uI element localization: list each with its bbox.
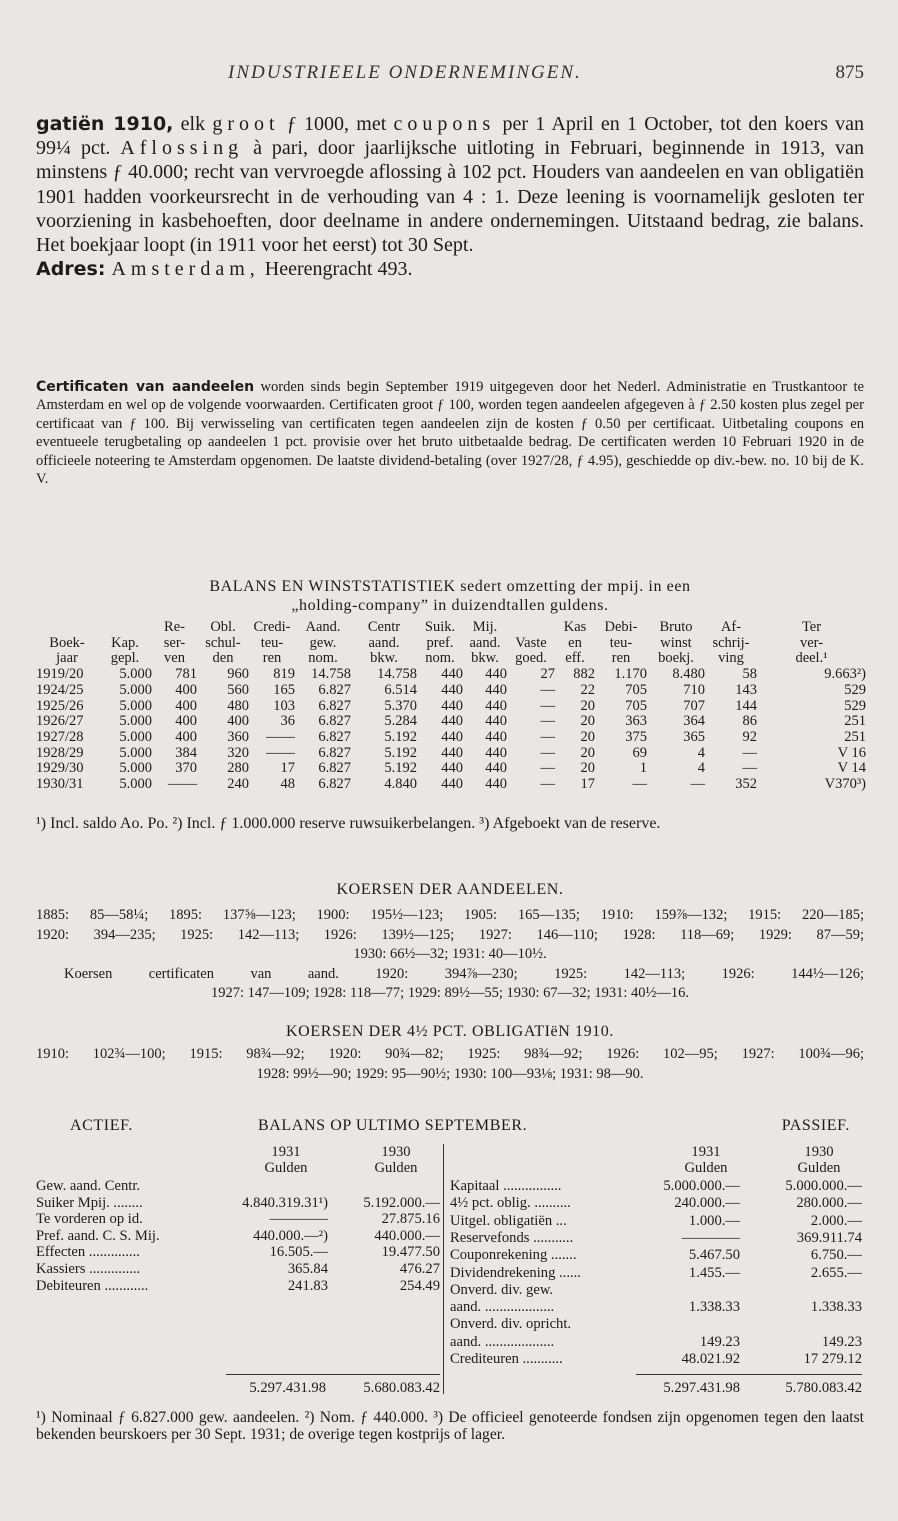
actief-value-1930 — [332, 1178, 440, 1195]
koersen-line: 1930: 66½—32; 1931: 40—10½. — [353, 946, 547, 963]
intro-spaced-groot: groot — [212, 113, 280, 135]
stats-cell: 14.758 — [377, 666, 417, 683]
winststatistiek-table — [36, 620, 866, 793]
koersen-aandeelen-title: KOERSEN DER AANDEELEN. — [336, 881, 564, 898]
stats-cell: — — [540, 681, 555, 698]
stats-header-cell: deel.¹ — [795, 650, 828, 667]
table-row — [36, 730, 866, 746]
stats-cell: 251 — [844, 728, 866, 745]
year-header: 1930 — [381, 1144, 411, 1160]
actief-value-1931: ———— — [269, 1211, 328, 1228]
passief-item-label: aand. ................... — [450, 1299, 555, 1316]
stats-header-cell — [507, 620, 555, 636]
passief-item-label: 4½ pct. oblig. .......... — [450, 1195, 571, 1212]
running-header — [36, 62, 864, 86]
stats-cell: 1928/29 — [36, 744, 84, 761]
stats-header-cell: boekj. — [658, 650, 694, 667]
intro-text: ƒ 1000, met — [279, 113, 394, 135]
stats-cell: 370 — [175, 760, 197, 777]
table-row — [36, 699, 866, 715]
passief-value-1931: ———— — [681, 1229, 740, 1246]
stats-cell: 364 — [683, 713, 705, 730]
running-title: INDUSTRIEELE ONDERNEMINGEN. — [228, 62, 582, 83]
actief-item-label: Gew. aand. Centr. — [36, 1178, 141, 1194]
intro-text: à pari, door jaarlijksche uitloting in Februari, beginnende in 1913, van minstens ƒ 40.000; recht van vervroegde aflossing à 102 pct. Houders van aandeelen en van obligatiën 1901 hadden voorkeursrecht in de verhouding van 4 : 1. Deze leening is voornamelijk gesloten ter voorziening in kasbehoeften, door deelname in andere ondernemingen. Uitstaand bedrag, zie balans. Het boekjaar loopt (in 1911 voor het eerst) tot 30 Sept. — [36, 137, 865, 257]
stats-cell: 20 — [580, 728, 595, 745]
stats-cell: 1926/27 — [36, 713, 84, 730]
stats-header-cell: bkw. — [370, 650, 398, 667]
stats-header-cell: eff. — [565, 650, 585, 667]
passief-label: PASSIEF. — [781, 1117, 850, 1134]
actief-value-1930: 254.49 — [399, 1277, 440, 1294]
stats-header-cell: en — [568, 634, 582, 651]
total-actief-1931: 5.297.431.98 — [249, 1380, 326, 1396]
passief-item-label: Uitgel. obligatiën ... — [450, 1212, 567, 1229]
unit-header: Gulden — [684, 1160, 728, 1176]
passief-value-1930: 1.338.33 — [810, 1299, 862, 1316]
actief-value-1931: 241.83 — [287, 1277, 328, 1294]
stats-cell: 4 — [697, 760, 705, 777]
stats-cell: 4 — [697, 744, 705, 761]
actief-value-1931: 440.000.—²) — [253, 1227, 328, 1244]
stats-cell: 144 — [735, 697, 757, 714]
stats-cell: 400 — [175, 713, 197, 730]
stats-cell: 5.000 — [119, 697, 152, 714]
passief-value-1930: 5.000.000.— — [785, 1178, 862, 1194]
stats-header-cell: ren — [611, 650, 631, 667]
stats-cell: 440 — [485, 666, 507, 683]
stats-cell: — — [632, 776, 647, 793]
stats-cell: 819 — [273, 666, 295, 683]
stats-cell: — — [540, 744, 555, 761]
table-row — [36, 746, 866, 762]
actief-value-1931: 365.84 — [287, 1261, 328, 1277]
actief-item-label: Effecten .............. — [36, 1244, 140, 1261]
stats-header-cell: jaar — [56, 650, 78, 667]
stats-cell: 1927/28 — [36, 728, 84, 745]
passief-value-1931: 5.000.000.— — [663, 1178, 740, 1194]
stats-header-cell: aand. — [368, 634, 400, 651]
stats-header-cell: Mij. — [472, 619, 498, 635]
passief-item-label: Couponrekening ....... — [450, 1247, 577, 1264]
stats-cell: 58 — [742, 666, 757, 683]
passief-item-label: Dividendrekening ...... — [450, 1264, 581, 1281]
stats-title-line2: „holding-company” in duizendtallen guldens. — [291, 597, 609, 614]
year-header: 1930 — [804, 1144, 834, 1160]
stats-cell: 1924/25 — [36, 681, 84, 698]
stats-cell: 6.514 — [384, 681, 417, 698]
stats-cell: 1930/31 — [36, 776, 84, 793]
stats-header-cell: ren — [262, 650, 282, 667]
stats-cell: 17 — [280, 760, 295, 777]
stats-header-cell: Af- — [720, 619, 742, 635]
stats-header-cell: aand. — [469, 634, 501, 651]
stats-footnote: ¹) Incl. saldo Ao. Po. ²) Incl. ƒ 1.000.000 reserve ruwsuikerbelangen. ³) Afgeboekt van de reserve. — [36, 815, 661, 832]
stats-cell: 6.827 — [318, 728, 351, 745]
passief-value-1931: 1.338.33 — [688, 1299, 740, 1316]
stats-header-cell: nom. — [425, 650, 455, 667]
stats-cell: 440 — [485, 744, 507, 761]
stats-cell: V 16 — [837, 744, 866, 761]
stats-cell: 440 — [485, 681, 507, 698]
stats-cell: 6.827 — [318, 697, 351, 714]
stats-cell: 14.758 — [311, 666, 351, 683]
stats-cell: 27 — [540, 666, 555, 683]
stats-cell: 560 — [227, 681, 249, 698]
stats-cell: 69 — [632, 744, 647, 761]
balance-sheet-header — [36, 1117, 864, 1139]
koersen-certificaten-line: 1927: 147—109; 1928: 118—77; 1929: 89½—55; 1930: 67—32; 1931: 40½—16. — [211, 985, 689, 1002]
stats-cell: — — [540, 713, 555, 730]
stats-cell: 5.192 — [384, 744, 417, 761]
stats-cell: 781 — [175, 666, 197, 683]
koersen-line: 1885: 85—58¼; 1895: 137⅝—123; 1900: 195½—123; 1905: 165—135; 1910: 159⅞—132; 1915: 220—185; — [36, 907, 864, 923]
stats-cell: —— — [266, 728, 295, 745]
actief-item-label: Debiteuren ............ — [36, 1277, 149, 1294]
stats-cell: 440 — [485, 776, 507, 793]
stats-cell: 5.000 — [119, 666, 152, 683]
stats-cell: 86 — [742, 713, 757, 730]
stats-cell: 6.827 — [318, 776, 351, 793]
passief-value-1930: 149.23 — [821, 1333, 862, 1350]
stats-cell: 5.000 — [119, 728, 152, 745]
unit-header: Gulden — [797, 1160, 841, 1176]
passief-item-label: Onverd. div. opricht. — [450, 1316, 572, 1333]
stats-cell: 440 — [485, 760, 507, 777]
passief-item-label: Kapitaal ................ — [450, 1178, 562, 1194]
passief-value-1931: 240.000.— — [674, 1195, 740, 1212]
certificaten-lead: Certificaten van aandeelen — [36, 379, 255, 395]
stats-header-cell: nom. — [308, 650, 338, 667]
stats-cell: 5.370 — [384, 697, 417, 714]
stats-cell: 440 — [441, 760, 463, 777]
stats-header-cell: schrij- — [712, 634, 750, 651]
stats-header-cell: schul- — [205, 634, 241, 651]
stats-header-cell — [98, 620, 152, 636]
unit-header: Gulden — [264, 1160, 308, 1176]
stats-cell: 8.480 — [672, 666, 705, 683]
certificaten-text: worden sinds begin September 1919 uitgegeven door het Nederl. Administratie en Trustkantoor te Amsterdam en wel op de volgende voorwaarden. Certificaten groot ƒ 100, worden tegen aandeelen afgegeven à ƒ 2.50 kosten plus zegel per certificaat van ƒ 100. Bij verwisseling van certificaten tegen aandeelen zijn de kosten ƒ 0.50 per certificaat. Uitbetaling coupons en eventueele terugbetaling op aandeelen 1 pct. provisie over het bruto uitbetaalde bedrag. De certificaten werden 10 Februari 1920 in de officieele noteering te Amsterdam opgenomen. De laatste dividend-betaling (over 1927/28, ƒ 4.95), geschiedde op div.-bew. no. 10 bij de K. V. — [36, 379, 864, 488]
stats-header-cell: Bruto — [659, 619, 693, 635]
stats-cell: 6.827 — [318, 681, 351, 698]
total-passief-1931: 5.297.431.98 — [663, 1380, 740, 1396]
stats-header-cell: bkw. — [471, 650, 499, 667]
stats-cell: 17 — [580, 776, 595, 793]
actief-item-label: Kassiers .............. — [36, 1261, 141, 1277]
stats-cell: 4.840 — [384, 776, 417, 793]
stats-cell: 280 — [227, 760, 249, 777]
table-row — [36, 777, 866, 793]
intro-spaced-coupons: coupons — [393, 113, 496, 135]
stats-cell: 48 — [280, 776, 295, 793]
stats-title — [36, 577, 864, 615]
stats-cell: 375 — [625, 728, 647, 745]
stats-cell: 400 — [175, 728, 197, 745]
stats-cell: 1 — [639, 760, 647, 777]
stats-cell: 440 — [441, 697, 463, 714]
actief-item-label: Pref. aand. C. S. Mij. — [36, 1227, 160, 1244]
actief-value-1931: 4.840.319.31¹) — [242, 1194, 328, 1211]
stats-header-cell: gepl. — [110, 650, 140, 667]
passief-value-1931: 48.021.92 — [681, 1351, 740, 1367]
actief-item-label: Suiker Mpij. ........ — [36, 1194, 143, 1211]
stats-cell: 440 — [485, 713, 507, 730]
stats-cell: 1929/30 — [36, 760, 84, 777]
stats-cell: 1919/20 — [36, 666, 84, 683]
stats-cell: 1925/26 — [36, 697, 84, 714]
obligatie-koersen-line: 1910: 102¾—100; 1915: 98¾—92; 1920: 90¾—82; 1925: 98¾—92; 1926: 102—95; 1927: 100¾—96; — [36, 1046, 864, 1062]
stats-cell: 363 — [625, 713, 647, 730]
stats-header-cell: Obl. — [210, 619, 236, 635]
stats-cell: 705 — [625, 697, 647, 714]
stats-cell: 5.284 — [384, 713, 417, 730]
stats-cell: 20 — [580, 713, 595, 730]
stats-cell: — — [540, 760, 555, 777]
stats-header-cell: Re- — [164, 619, 185, 635]
stats-header-cell: ven — [164, 650, 185, 667]
stats-cell: 960 — [227, 666, 249, 683]
table-row — [36, 714, 866, 730]
stats-cell: 36 — [280, 713, 295, 730]
stats-header-cell: Kap. — [111, 634, 139, 651]
passief-value-1930: 280.000.— — [796, 1195, 862, 1212]
stats-cell: 1.170 — [614, 666, 647, 683]
stats-header-row — [36, 620, 866, 636]
intro-paragraph — [36, 112, 864, 281]
stats-cell: 251 — [844, 713, 866, 730]
total-passief-1930: 5.780.083.42 — [785, 1380, 862, 1396]
stats-cell: 6.827 — [318, 744, 351, 761]
stats-cell: 20 — [580, 697, 595, 714]
total-actief-1930: 5.680.083.42 — [363, 1380, 440, 1396]
certificaten-paragraph — [36, 378, 864, 488]
stats-header-cell: ving — [718, 650, 744, 667]
table-row — [36, 667, 866, 683]
total-rule — [226, 1374, 440, 1375]
stats-header-row — [36, 651, 866, 667]
intro-spaced-aflossing: Aflossing — [120, 137, 244, 160]
stats-cell: 529 — [844, 697, 866, 714]
stats-cell: 143 — [735, 681, 757, 698]
actief-label: ACTIEF. — [70, 1117, 133, 1134]
stats-cell: 5.000 — [119, 776, 152, 793]
passief-value-1930: 6.750.— — [810, 1247, 862, 1264]
stats-cell: 365 — [683, 728, 705, 745]
stats-cell: 20 — [580, 744, 595, 761]
stats-cell: — — [690, 776, 705, 793]
stats-cell: 400 — [175, 681, 197, 698]
balance-sheet-title: BALANS OP ULTIMO SEPTEMBER. — [258, 1117, 528, 1134]
koersen-line: 1920: 394—235; 1925: 142—113; 1926: 139½—125; 1927: 146—110; 1928: 118—69; 1929: 87—59; — [36, 926, 864, 943]
stats-header-cell: Kas — [563, 619, 587, 635]
stats-cell: — — [742, 760, 757, 777]
passief-value-1931: 1.455.— — [688, 1264, 740, 1281]
stats-header-cell: Suik. — [424, 619, 456, 635]
stats-cell: — — [540, 728, 555, 745]
balance-footnote: ¹) Nominaal ƒ 6.827.000 gew. aandeelen. ²) Nom. ƒ 440.000. ³) De officieel genoteerde fondsen zijn opgenomen tegen den laatst bekenden beurskoers per 30 Sept. 1931; de overige tegen kostprijs of lager. — [36, 1409, 864, 1443]
actief-value-1930: 476.27 — [399, 1261, 440, 1277]
stats-cell: 400 — [227, 713, 249, 730]
actief-value-1930: 27.875.16 — [381, 1211, 440, 1228]
stats-cell: 20 — [580, 760, 595, 777]
stats-cell: 352 — [735, 776, 757, 793]
stats-header-cell: gew. — [309, 634, 337, 651]
stats-header-cell: ver- — [799, 634, 824, 651]
stats-cell: 5.192 — [384, 760, 417, 777]
passief-value-1930 — [748, 1282, 862, 1299]
passief-value-1931: 5.467.50 — [688, 1247, 740, 1264]
stats-cell: 103 — [273, 697, 295, 714]
koersen-obligatien-title: KOERSEN DER 4½ PCT. OBLIGATIëN 1910. — [286, 1023, 614, 1040]
stats-cell: 480 — [227, 697, 249, 714]
stats-header-cell: den — [212, 650, 234, 667]
passief-value-1930: 2.000.— — [810, 1212, 862, 1229]
stats-cell: 240 — [227, 776, 249, 793]
actief-value-1931 — [216, 1178, 328, 1195]
stats-cell: 5.000 — [119, 713, 152, 730]
stats-cell: 440 — [441, 776, 463, 793]
stats-cell: 92 — [742, 728, 757, 745]
page-number: 875 — [835, 62, 864, 83]
passief-value-1930: 369.911.74 — [796, 1229, 862, 1246]
stats-cell: 440 — [441, 728, 463, 745]
year-header: 1931 — [691, 1144, 721, 1160]
table-row — [36, 761, 866, 777]
actief-value-1930: 5.192.000.— — [363, 1194, 440, 1211]
stats-header-cell: goed. — [515, 650, 547, 667]
passief-value-1930 — [748, 1316, 862, 1333]
balance-sheet — [36, 1140, 866, 1398]
stats-cell: 320 — [227, 744, 249, 761]
passief-item-label: aand. ................... — [450, 1333, 555, 1350]
stats-cell: 5.192 — [384, 728, 417, 745]
actief-value-1930: 19.477.50 — [381, 1244, 440, 1261]
stats-cell: 5.000 — [119, 681, 152, 698]
passief-item-label: Onverd. div. gew. — [450, 1281, 554, 1298]
stats-cell: —— — [266, 744, 295, 761]
stats-cell: 6.827 — [318, 760, 351, 777]
stats-cell: 400 — [175, 697, 197, 714]
passief-item-label: Crediteuren ........... — [450, 1351, 563, 1367]
stats-cell: — — [742, 744, 757, 761]
koersen-certificaten-line: Koersen certificaten van aand. 1920: 394⅞—230; 1925: 142—113; 1926: 144½—126; — [64, 965, 864, 982]
stats-cell: V370³) — [824, 776, 866, 793]
stats-header-cell: teu- — [609, 634, 633, 651]
actief-item-label: Te vorderen op id. — [36, 1211, 143, 1228]
stats-cell: 440 — [441, 666, 463, 683]
stats-header-cell — [36, 620, 98, 636]
address-city: Amsterdam, — [111, 258, 260, 281]
stats-cell: 9.663²) — [824, 666, 866, 683]
stats-cell: —— — [168, 776, 197, 793]
stats-cell: — — [540, 697, 555, 714]
passief-value-1931: 149.23 — [699, 1333, 740, 1350]
address-label: Adres: — [36, 258, 106, 281]
stats-cell: 5.000 — [119, 760, 152, 777]
total-rule — [636, 1374, 862, 1375]
stats-cell: — — [540, 776, 555, 793]
stats-header-cell: Boek- — [49, 634, 85, 651]
stats-cell: 384 — [175, 744, 197, 761]
koersen-obligatien — [36, 1045, 864, 1084]
passief-value-1931: 1.000.— — [688, 1212, 740, 1229]
stats-cell: 882 — [573, 666, 595, 683]
stats-header-cell: teu- — [260, 634, 284, 651]
table-row — [36, 683, 866, 699]
stats-cell: 710 — [683, 681, 705, 698]
obligatie-koersen-line: 1928: 99½—90; 1929: 95—90½; 1930: 100—93⅛; 1931: 98—90. — [256, 1065, 644, 1082]
stats-cell: 440 — [485, 728, 507, 745]
column-divider — [443, 1144, 444, 1394]
address-street: Heerengracht 493. — [259, 258, 413, 281]
stats-header-cell: Centr — [367, 619, 401, 635]
stats-header-cell: Debi- — [604, 619, 638, 635]
stats-cell: 529 — [844, 681, 866, 698]
stats-cell: 440 — [441, 744, 463, 761]
intro-text: elk — [173, 113, 213, 135]
passief-value-1930: 17 279.12 — [803, 1351, 862, 1367]
stats-cell: 165 — [273, 681, 295, 698]
stats-header-cell: Credi- — [253, 619, 291, 635]
koersen-aandeelen — [36, 906, 864, 1004]
stats-cell: 440 — [485, 697, 507, 714]
stats-cell: 440 — [441, 713, 463, 730]
stats-cell: 705 — [625, 681, 647, 698]
stats-cell: 22 — [580, 681, 595, 698]
stats-header-cell: ser- — [163, 634, 186, 651]
stats-header-cell: Aand. — [305, 619, 341, 635]
stats-title-line1: BALANS EN WINSTSTATISTIEK sedert omzetting der mpij. in een — [209, 578, 691, 595]
stats-cell: 360 — [227, 728, 249, 745]
stats-cell: V 14 — [837, 760, 866, 777]
stats-cell: 440 — [441, 681, 463, 698]
year-header: 1931 — [271, 1144, 301, 1160]
intro-text: per 1 April en 1 October, tot den koers van 99¼ pct. — [36, 113, 864, 160]
stats-header-cell: Vaste — [515, 634, 547, 651]
stats-header-row — [36, 636, 866, 652]
passief-item-label: Reservefonds ........... — [450, 1229, 574, 1246]
passief-value-1930: 2.655.— — [810, 1264, 862, 1281]
actief-value-1930: 440.000.— — [374, 1227, 440, 1244]
stats-cell: 707 — [683, 697, 705, 714]
stats-cell: 6.827 — [318, 713, 351, 730]
passief-value-1931 — [636, 1316, 740, 1333]
stats-header-cell: pref. — [426, 634, 454, 651]
stats-header-cell: winst — [660, 634, 692, 651]
intro-lead: gatiën 1910, — [36, 113, 174, 135]
stats-cell: 5.000 — [119, 744, 152, 761]
actief-value-1931: 16.505.— — [269, 1244, 328, 1261]
unit-header: Gulden — [374, 1160, 418, 1176]
passief-value-1931 — [636, 1282, 740, 1299]
stats-header-cell: Ter — [801, 619, 822, 635]
